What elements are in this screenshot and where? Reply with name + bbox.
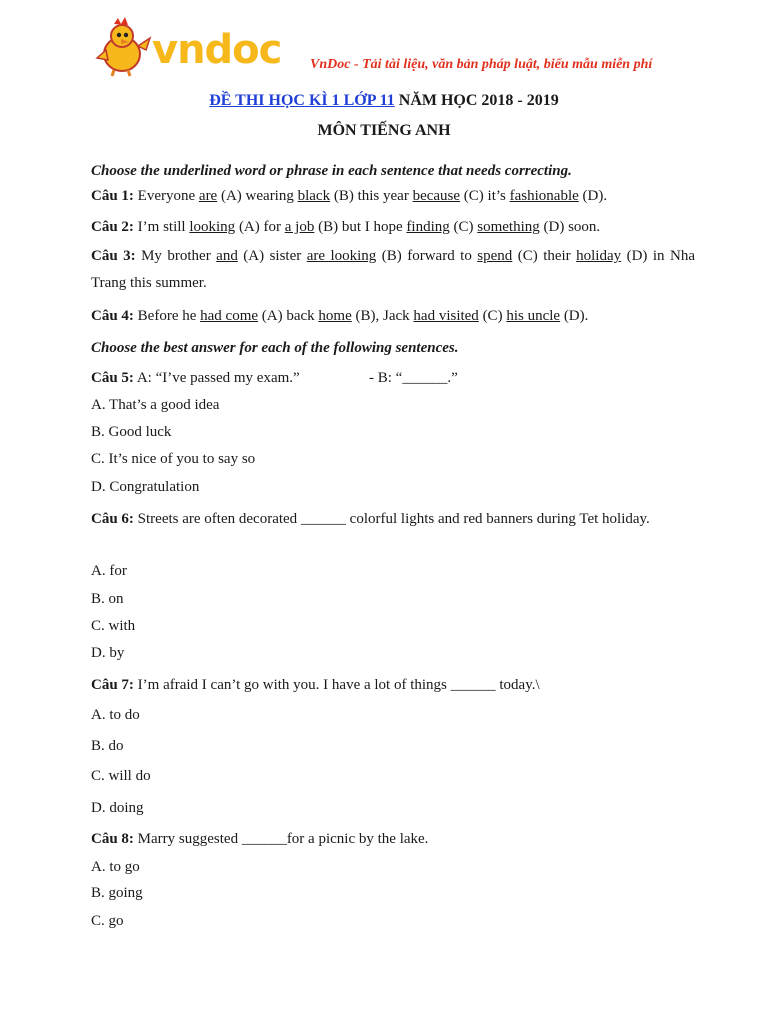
underlined-c: because bbox=[412, 188, 461, 204]
question-label: Câu 8: bbox=[91, 831, 134, 847]
page-title bbox=[0, 92, 768, 110]
option-item[interactable]: A. That’s a good idea bbox=[91, 397, 220, 413]
option-item[interactable]: B. on bbox=[91, 591, 124, 607]
option-item[interactable]: C. It’s nice of you to say so bbox=[91, 451, 256, 467]
question-5 bbox=[91, 367, 695, 389]
underlined-d: holiday bbox=[576, 248, 622, 264]
text: (C) bbox=[478, 308, 507, 324]
underlined-d: something bbox=[477, 219, 540, 235]
title-link[interactable]: ĐỀ THI HỌC KÌ 1 LỚP 11 bbox=[209, 92, 395, 109]
logo-wordmark: vndoc bbox=[152, 27, 282, 73]
text: (B) but I hope bbox=[314, 219, 407, 235]
subject-heading: MÔN TIẾNG ANH bbox=[317, 122, 451, 139]
text: (D) soon. bbox=[539, 219, 601, 235]
option-item[interactable]: A. to go bbox=[91, 859, 140, 875]
section1-instruction: Choose the underlined word or phrase in each sentence that needs correcting. bbox=[91, 163, 572, 179]
underlined-d: his uncle bbox=[506, 308, 561, 324]
option-item[interactable]: D. Congratulation bbox=[91, 479, 200, 495]
underlined-a: had come bbox=[200, 308, 259, 324]
section2-instruction: Choose the best answer for each of the following sentences. bbox=[91, 340, 459, 356]
question-text: Streets are often decorated ______ colorful lights and red banners during Tet holiday. bbox=[133, 511, 650, 527]
option-item[interactable]: A. to do bbox=[91, 707, 140, 723]
option-item[interactable]: A. for bbox=[91, 563, 127, 579]
question-2 bbox=[91, 216, 695, 238]
option-item[interactable]: D. by bbox=[91, 645, 125, 661]
title-rest: NĂM HỌC 2018 - 2019 bbox=[394, 92, 559, 109]
vndoc-logo[interactable] bbox=[94, 16, 309, 78]
text: (C) it’s bbox=[460, 188, 510, 204]
question-label: Câu 4: bbox=[91, 308, 134, 324]
text: My brother bbox=[135, 248, 217, 264]
option-item[interactable]: D. doing bbox=[91, 800, 144, 816]
text: I’m still bbox=[133, 219, 190, 235]
underlined-d: fashionable bbox=[509, 188, 579, 204]
option-item[interactable]: C. with bbox=[91, 618, 136, 634]
question-label: Câu 5: bbox=[91, 370, 134, 386]
page-header bbox=[94, 16, 694, 82]
chicken-mascot-icon bbox=[97, 17, 150, 76]
question-8 bbox=[91, 828, 695, 850]
question-3 bbox=[91, 243, 695, 297]
question-label: Câu 3: bbox=[91, 248, 136, 264]
text: (C) bbox=[449, 219, 478, 235]
text: (A) back bbox=[258, 308, 319, 324]
question-7 bbox=[91, 674, 695, 696]
underlined-c: spend bbox=[477, 248, 513, 264]
text: (D). bbox=[560, 308, 589, 324]
underlined-b: a job bbox=[284, 219, 315, 235]
text: (A) for bbox=[235, 219, 285, 235]
underlined-a: are bbox=[198, 188, 218, 204]
text: (C) their bbox=[512, 248, 577, 264]
text: (D) in Nha Trang this summer. bbox=[91, 248, 695, 291]
underlined-a: and bbox=[216, 248, 238, 264]
question-label: Câu 6: bbox=[91, 511, 134, 527]
underlined-b: black bbox=[297, 188, 331, 204]
text: (A) sister bbox=[237, 248, 307, 264]
underlined-b: are looking bbox=[306, 248, 377, 264]
question-text: I’m afraid I can’t go with you. I have a lot of things ______ today.\ bbox=[133, 677, 540, 693]
option-item[interactable]: C. will do bbox=[91, 768, 151, 784]
question-6 bbox=[91, 506, 695, 533]
tagline: VnDoc - Tải tài liệu, văn bản pháp luật, biểu mẫu miễn phí bbox=[310, 57, 653, 72]
text: Everyone bbox=[133, 188, 199, 204]
question-text: Marry suggested ______for a picnic by the lake. bbox=[133, 831, 429, 847]
question-text-a: A: “I’ve passed my exam.” bbox=[133, 370, 300, 386]
question-1 bbox=[91, 185, 695, 207]
underlined-c: had visited bbox=[413, 308, 479, 324]
question-label: Câu 1: bbox=[91, 188, 134, 204]
underlined-b: home bbox=[318, 308, 352, 324]
question-label: Câu 2: bbox=[91, 219, 134, 235]
text: (A) wearing bbox=[217, 188, 298, 204]
option-item[interactable]: B. do bbox=[91, 738, 124, 754]
underlined-c: finding bbox=[406, 219, 450, 235]
text: (D). bbox=[578, 188, 608, 204]
question-text-b: - B: “______.” bbox=[369, 370, 458, 386]
question-4 bbox=[91, 305, 695, 327]
text: (B) forward to bbox=[376, 248, 478, 264]
question-label: Câu 7: bbox=[91, 677, 134, 693]
option-item[interactable]: B. going bbox=[91, 885, 143, 901]
text: (B) this year bbox=[330, 188, 413, 204]
option-item[interactable]: B. Good luck bbox=[91, 424, 172, 440]
text: Before he bbox=[133, 308, 201, 324]
option-item[interactable]: C. go bbox=[91, 913, 124, 929]
underlined-a: looking bbox=[189, 219, 236, 235]
text: (B), Jack bbox=[351, 308, 414, 324]
